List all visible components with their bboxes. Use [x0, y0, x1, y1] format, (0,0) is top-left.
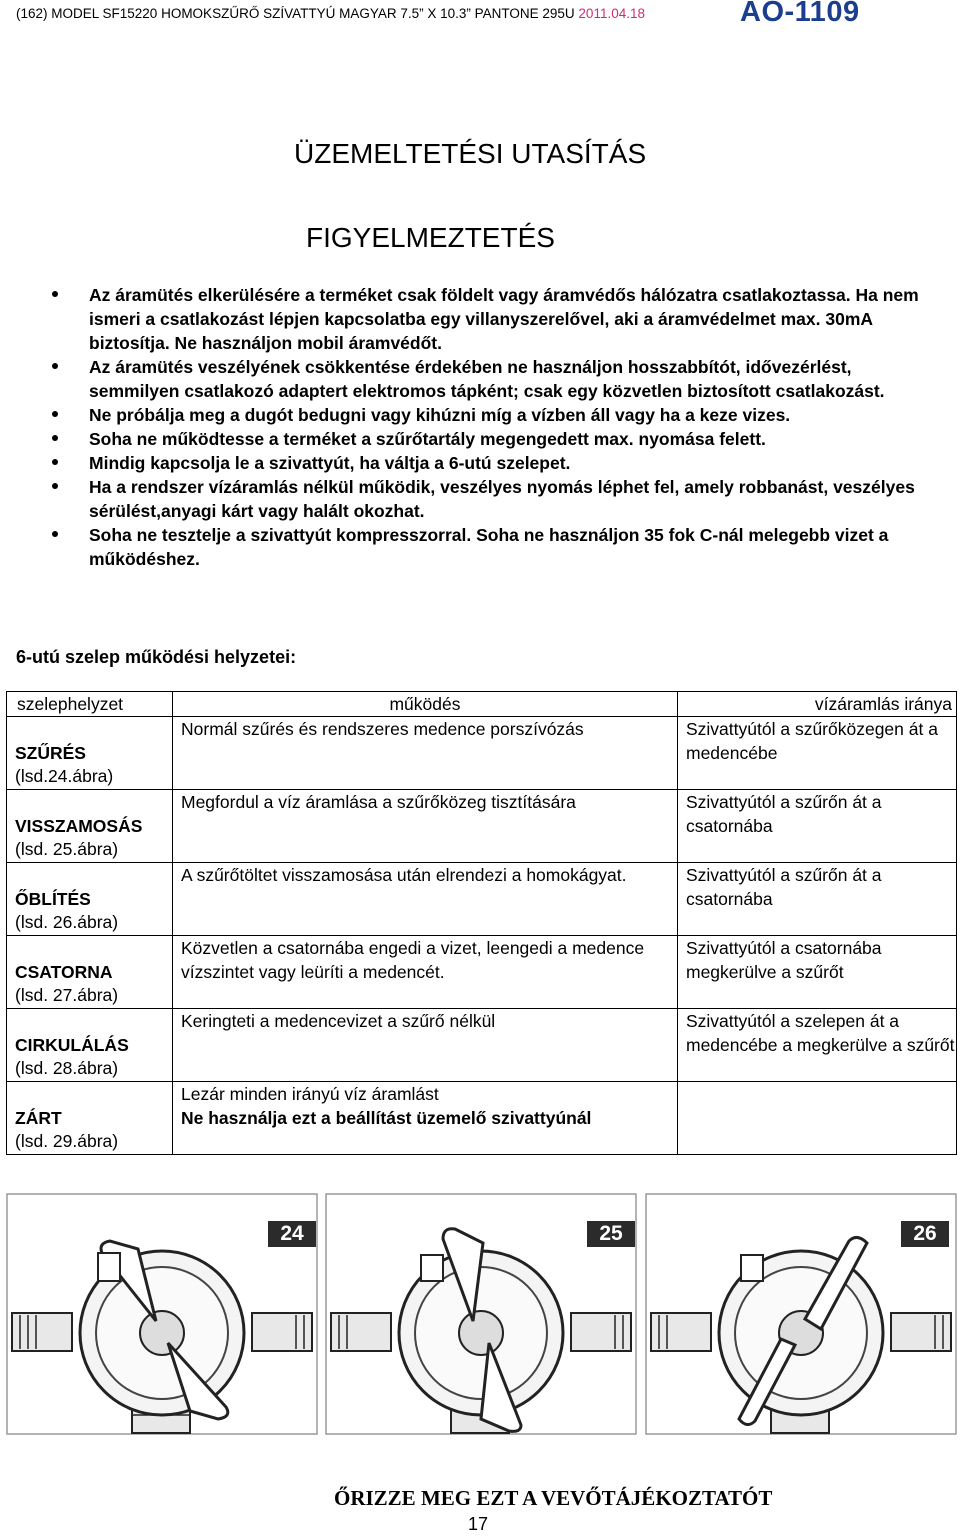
warning-item	[46, 283, 946, 355]
warning-item	[46, 475, 946, 523]
table-row	[7, 717, 957, 790]
figure-reference: (lsd. 26.ábra)	[15, 912, 119, 932]
flow-cell	[678, 717, 957, 790]
page-number: 17	[468, 1514, 489, 1534]
operation-cell	[173, 936, 678, 1009]
bullet-icon	[52, 291, 58, 297]
figure-reference: (lsd.24.ábra)	[15, 766, 114, 786]
valve-figure	[6, 1193, 318, 1435]
header-date: 2011.04.18	[578, 6, 645, 21]
position-cell	[7, 1082, 173, 1155]
position-name: CIRKULÁLÁS	[15, 1035, 129, 1055]
warning-item	[46, 427, 946, 451]
bullet-icon	[52, 411, 58, 417]
position-cell	[7, 717, 173, 790]
bullet-icon	[52, 483, 58, 489]
figure-number-badge: 24	[268, 1221, 316, 1247]
flow-cell	[678, 1082, 957, 1155]
bullet-icon	[52, 459, 58, 465]
warning-text: Az áramütés elkerülésére a terméket csak földelt vagy áramvédős hálózatra csatlakoztassa. Ha nem ismeri a csatlakozást lépjen kapcsolatba egy villanyszerelővel, aki a áramvédelmet max. 30mA biztosítja. Ne használjon mobil áramvédőt.	[89, 285, 919, 353]
warning-title: FIGYELMEZTETÉS	[306, 222, 555, 253]
figure-reference: (lsd. 29.ábra)	[15, 1131, 119, 1151]
warning-item	[46, 451, 946, 475]
figure-number-badge: 26	[901, 1221, 949, 1247]
table-row	[7, 1009, 957, 1082]
flow-text: Szivattyútól a szelepen át a medencébe a megkerülve a szűrőt	[686, 1011, 955, 1055]
bullet-icon	[52, 531, 58, 537]
flow-cell	[678, 863, 957, 936]
operation-cell	[173, 863, 678, 936]
bullet-icon	[52, 435, 58, 441]
valve-figure	[645, 1193, 957, 1435]
operation-warning-text: Ne használja ezt a beállítást üzemelő szivattyúnál	[181, 1108, 592, 1128]
flow-cell	[678, 790, 957, 863]
operation-cell	[173, 790, 678, 863]
warning-item	[46, 355, 946, 403]
operation-text: Lezár minden irányú víz áramlást	[181, 1084, 439, 1104]
valve-figures	[6, 1193, 957, 1435]
position-name: ŐBLÍTÉS	[15, 889, 91, 909]
position-cell	[7, 1009, 173, 1082]
warning-text: Soha ne működtesse a terméket a szűrőtartály megengedett max. nyomása felett.	[89, 429, 766, 449]
warning-text: Mindig kapcsolja le a szivattyút, ha váltja a 6-utú szelepet.	[89, 453, 571, 473]
figure-reference: (lsd. 27.ábra)	[15, 985, 119, 1005]
operation-cell	[173, 1082, 678, 1155]
figure-reference: (lsd. 28.ábra)	[15, 1058, 119, 1078]
position-name: CSATORNA	[15, 962, 113, 982]
table-row	[7, 863, 957, 936]
flow-cell	[678, 936, 957, 1009]
warning-text: Az áramütés veszélyének csökkentése érdekében ne használjon hosszabbítót, idővezérlést, semmilyen csatlakozó adaptert elektromos tápként; csak egy közvetlen biztosított csatlakozást.	[89, 357, 885, 401]
table-row	[7, 1082, 957, 1155]
warning-text: Soha ne tesztelje a szivattyút kompresszorral. Soha ne használjon 35 fok C-nál melegebb vizet a működéshez.	[89, 525, 889, 569]
position-cell	[7, 790, 173, 863]
header-model-text: (162) MODEL SF15220 HOMOKSZŰRŐ SZÍVATTYÚ MAGYAR 7.5” X 10.3” PANTONE 295U	[16, 6, 575, 21]
warning-item	[46, 523, 946, 571]
valve-positions-table	[6, 691, 957, 1155]
operation-text: Megfordul a víz áramlása a szűrőközeg tisztítására	[181, 792, 576, 812]
valve-section-title: 6-utú szelep működési helyzetei:	[16, 647, 297, 667]
column-header-flow: vízáramlás iránya	[678, 692, 957, 717]
warning-item	[46, 403, 946, 427]
column-header-operation: működés	[173, 692, 678, 717]
operation-cell	[173, 1009, 678, 1082]
flow-text: Szivattyútól a szűrőn át a csatornába	[686, 865, 882, 909]
warning-text: Ha a rendszer vízáramlás nélkül működik, veszélyes nyomás léphet fel, amely robbanást, veszélyes sérülést,anyagi kárt vagy halált okozhat.	[89, 477, 915, 521]
bullet-icon	[52, 363, 58, 369]
flow-cell	[678, 1009, 957, 1082]
position-name: SZŰRÉS	[15, 743, 86, 763]
operation-text: Keringteti a medencevizet a szűrő nélkül	[181, 1011, 496, 1031]
table-row	[7, 936, 957, 1009]
document-code: AO-1109	[740, 0, 860, 28]
operation-text: Közvetlen a csatornába engedi a vizet, leengedi a medence vízszintet vagy leüríti a medencét.	[181, 938, 645, 982]
operation-text: A szűrőtöltet visszamosása után elrendezi a homokágyat.	[181, 865, 627, 885]
operation-text: Normál szűrés és rendszeres medence porszívózás	[181, 719, 584, 739]
footer-title: ŐRIZZE MEG EZT A VEVŐTÁJÉKOZTATÓT	[334, 1486, 773, 1510]
position-cell	[7, 863, 173, 936]
figure-number-badge: 25	[587, 1221, 635, 1247]
page-title: ÜZEMELTETÉSI UTASÍTÁS	[294, 138, 647, 169]
warning-list	[46, 283, 946, 571]
flow-text: Szivattyútól a szűrőn át a csatornába	[686, 792, 882, 836]
valve-figure	[325, 1193, 637, 1435]
figure-reference: (lsd. 25.ábra)	[15, 839, 119, 859]
table-header-row	[7, 692, 957, 717]
flow-text: Szivattyútól a csatornába megkerülve a szűrőt	[686, 938, 882, 982]
warning-text: Ne próbálja meg a dugót bedugni vagy kihúzni míg a vízben áll vagy ha a keze vizes.	[89, 405, 791, 425]
flow-text: Szivattyútól a szűrőközegen át a medencébe	[686, 719, 938, 763]
operation-cell	[173, 717, 678, 790]
position-name: VISSZAMOSÁS	[15, 816, 143, 836]
document-header-info	[16, 6, 645, 21]
position-name: ZÁRT	[15, 1108, 62, 1128]
column-header-position: szelephelyzet	[7, 692, 173, 717]
position-cell	[7, 936, 173, 1009]
table-row	[7, 790, 957, 863]
